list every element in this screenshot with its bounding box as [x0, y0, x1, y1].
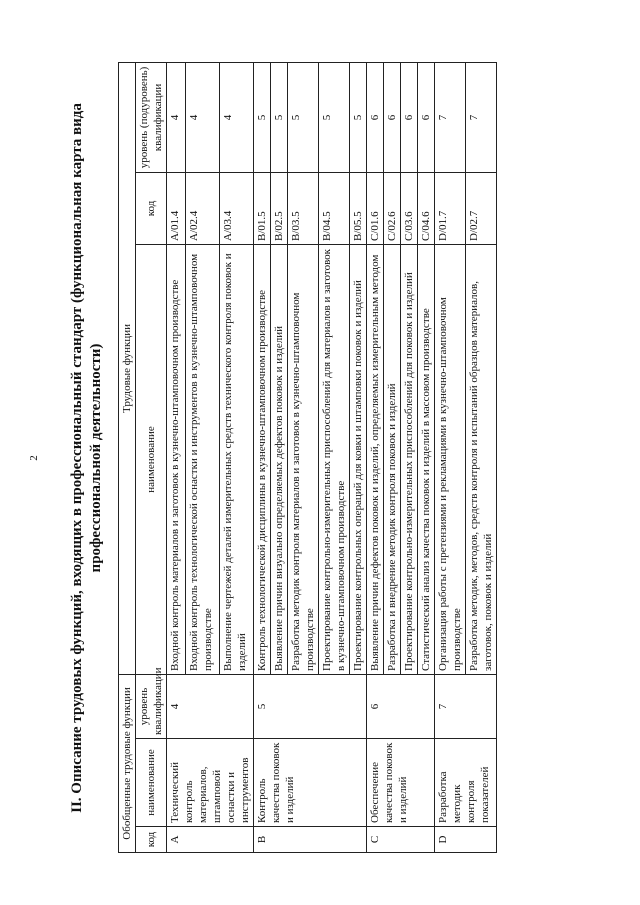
function-name: Проектирование контрольно-измерительных приспособлений для поковок и изделий: [401, 244, 418, 674]
function-name: Организация работы с претензиями и рекламациями в кузнечно-штамповочном производстве: [435, 244, 466, 674]
function-level: 6: [367, 62, 384, 172]
function-level: 5: [288, 62, 319, 172]
column-header-qualification: уровень квалификации: [136, 674, 167, 738]
function-level: 5: [271, 62, 288, 172]
generalized-functions-header: Обобщенные трудовые функции: [119, 674, 136, 852]
function-code: B/02.5: [271, 172, 288, 244]
function-level: 6: [401, 62, 418, 172]
function-level: 5: [319, 62, 350, 172]
group-name: Технический контроль материалов, штамповой оснастки и инструментов: [167, 739, 254, 827]
rotated-content: [68, 63, 628, 853]
function-level: 4: [185, 62, 219, 172]
function-level: 4: [167, 62, 186, 172]
function-code: C/01.6: [367, 172, 384, 244]
function-code: B/04.5: [319, 172, 350, 244]
function-name: Проектирование контрольных операций для ковки и штамповки поковок и изделий: [350, 244, 367, 674]
labor-functions-header: Трудовые функции: [119, 62, 136, 674]
group-code: A: [167, 827, 254, 853]
functional-map-table: [118, 62, 497, 853]
function-level: 7: [435, 62, 466, 172]
table-row: [167, 62, 186, 852]
table-row: [254, 62, 271, 852]
column-header-name: наименование: [136, 739, 167, 827]
group-code: D: [435, 827, 497, 853]
function-level: 7: [466, 62, 497, 172]
table-body: [167, 62, 497, 852]
column-header-sublevel: уровень (подуровень) квалификации: [136, 62, 167, 172]
function-name: Статистический анализ качества поковок и изделий в массовом производстве: [418, 244, 435, 674]
group-name: Разработка методик контроля показателей: [435, 739, 497, 827]
column-header-function-code: код: [136, 172, 167, 244]
table-row: [435, 62, 466, 852]
function-level: 5: [254, 62, 271, 172]
function-code: D/02.7: [466, 172, 497, 244]
function-name: Входной контроль материалов и заготовок в кузнечно-штамповочном производстве: [167, 244, 186, 674]
section-title: II. Описание трудовых функций, входящих в профессиональный стандарт (функциональная карта вида профессиональной деятельности): [69, 103, 104, 813]
function-level: 4: [219, 62, 253, 172]
group-level: 5: [254, 674, 367, 738]
function-code: B/03.5: [288, 172, 319, 244]
group-level: 4: [167, 674, 254, 738]
group-level: 6: [367, 674, 435, 738]
function-level: 5: [350, 62, 367, 172]
function-code: C/04.6: [418, 172, 435, 244]
page-number: 2: [28, 455, 40, 461]
function-code: A/01.4: [167, 172, 186, 244]
group-name: Контроль качества поковок и изделий: [254, 739, 367, 827]
group-level: 7: [435, 674, 497, 738]
function-code: C/03.6: [401, 172, 418, 244]
table-row: [367, 62, 384, 852]
function-code: D/01.7: [435, 172, 466, 244]
group-code: B: [254, 827, 367, 853]
function-name: Выполнение чертежей деталей измерительных средств технического контроля поковок и изделий: [219, 244, 253, 674]
function-code: B/05.5: [350, 172, 367, 244]
function-code: C/02.6: [384, 172, 401, 244]
column-header-function-name: наименование: [136, 244, 167, 674]
function-level: 6: [418, 62, 435, 172]
function-name: Разработка методик контроля материалов и заготовок в кузнечно-штамповочном производстве: [288, 244, 319, 674]
function-name: Контроль технологической дисциплины в кузнечно-штамповочном производстве: [254, 244, 271, 674]
function-code: A/03.4: [219, 172, 253, 244]
function-name: Проектирование контрольно-измерительных приспособлений для материалов и заготовок в кузнечно-штамповочном производстве: [319, 244, 350, 674]
function-name: Разработка методик, методов, средств контроля и испытаний образцов материалов, заготовок, поковок и изделий: [466, 244, 497, 674]
function-name: Разработка и внедрение методик контроля поковок и изделий: [384, 244, 401, 674]
column-header-code: код: [136, 827, 167, 853]
function-level: 6: [384, 62, 401, 172]
group-name: Обеспечение качества поковок и изделий: [367, 739, 435, 827]
function-code: A/02.4: [185, 172, 219, 244]
function-name: Выявление причин дефектов поковок и изделий, определяемых измерительным методом: [367, 244, 384, 674]
function-code: B/01.5: [254, 172, 271, 244]
function-name: Входной контроль технологической оснастки и инструментов в кузнечно-штамповочном производстве: [185, 244, 219, 674]
group-code: C: [367, 827, 435, 853]
function-name: Выявление причин визуально определяемых дефектов поковок и изделий: [271, 244, 288, 674]
